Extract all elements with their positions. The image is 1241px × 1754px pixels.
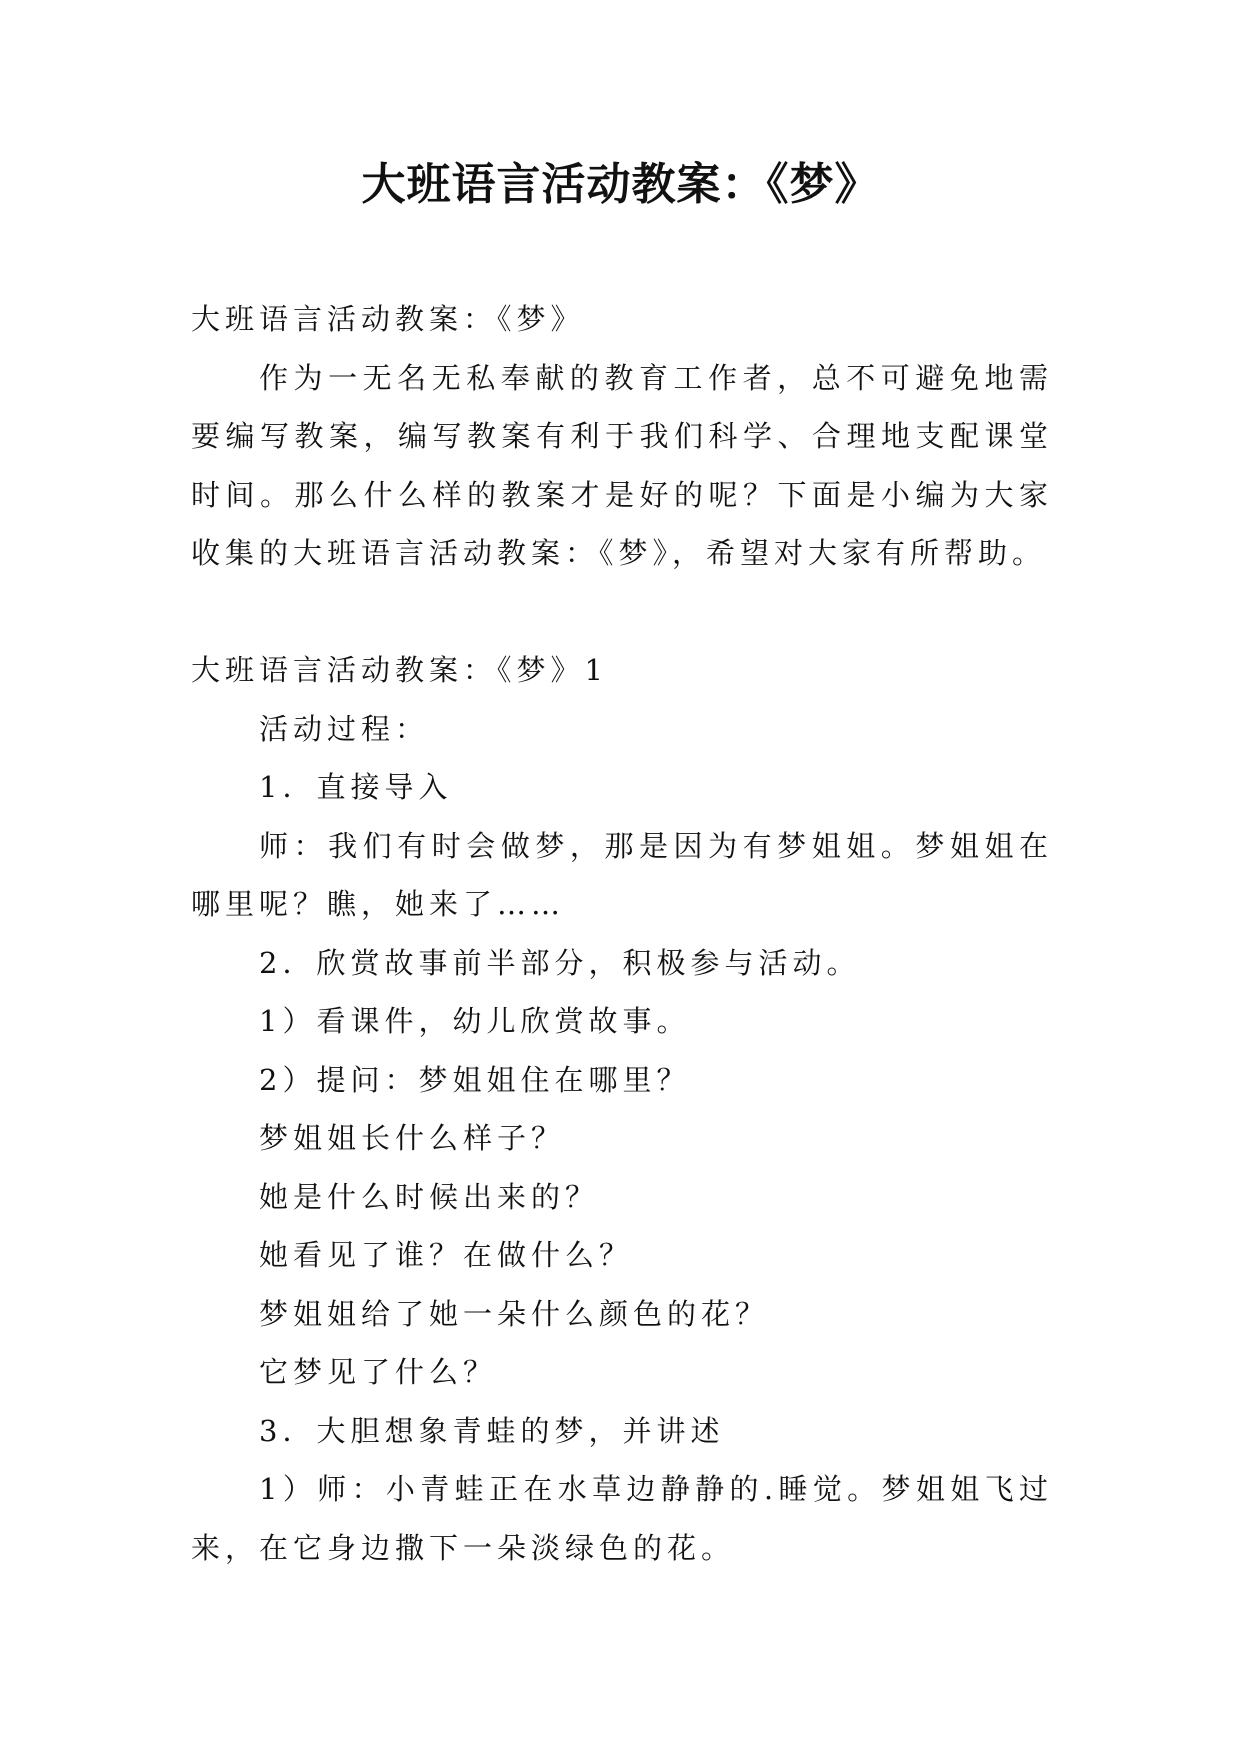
body-line: 1）看课件，幼儿欣赏故事。 (259, 1004, 691, 1038)
body-line: 她是什么时候出来的？ (259, 1179, 600, 1214)
intro-paragraph: 作为一无名无私奉献的教育工作者，总不可避免地需要编写教案，编写教案有利于我们科学、合理地支配课堂时间。那么什么样的教案才是好的呢？下面是小编为大家收集的大班语言活动教案：《梦》，希望对大家有所帮助。 (191, 360, 1053, 570)
body-line: 1．直接导入 (259, 770, 453, 804)
body-line: 梦姐姐长什么样子？ (259, 1121, 566, 1155)
document-heading: 大班语言活动教案：《梦》 (191, 302, 585, 336)
body-line: 3．大胆想象青蛙的梦，并讲述 (259, 1413, 725, 1448)
body-line: 它梦见了什么？ (259, 1355, 498, 1389)
body-line: 梦姐姐给了她一朵什么颜色的花？ (259, 1296, 770, 1331)
document-title: 大班语言活动教案：《梦》 (361, 159, 880, 210)
document-body (191, 290, 1053, 1577)
body-line: 活动过程： (259, 711, 430, 746)
body-line: 2）提问：梦姐姐住在哪里？ (259, 1062, 691, 1097)
body-line: 师：我们有时会做梦，那是因为有梦姐姐。梦姐姐在哪里呢？瞧，她来了…… (191, 828, 1053, 921)
paragraph-gap (191, 583, 1053, 642)
body-line: 1）师：小青蛙正在水草边静静的.睡觉。梦姐姐飞过来，在它身边撒下一朵淡绿色的花。 (191, 1472, 1053, 1565)
body-line: 她看见了谁？在做什么？ (259, 1238, 634, 1272)
body-line: 2．欣赏故事前半部分，积极参与活动。 (259, 945, 861, 980)
section-heading: 大班语言活动教案：《梦》1 (191, 653, 608, 687)
